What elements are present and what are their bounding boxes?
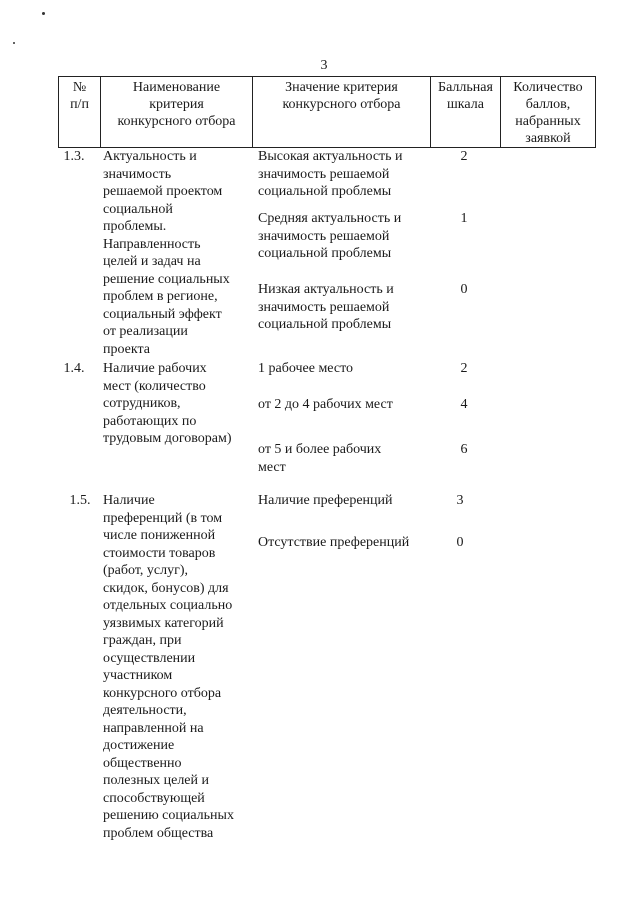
page-number: 3 (320, 58, 328, 73)
header-criterion-value: Значение критерия конкурсного отбора (253, 77, 431, 148)
criterion-value: Высокая актуальность и значимость решаемой социальной проблемы (258, 149, 403, 199)
header-number: № п/п (59, 77, 101, 148)
criterion-name: Наличие рабочих мест (количество сотрудников, работающих по трудовым договорам) (103, 361, 232, 446)
header-points-count: Количество баллов, набранных заявкой (501, 77, 596, 148)
score: 6 (460, 442, 468, 457)
score: 0 (460, 282, 468, 297)
score: 2 (460, 361, 468, 376)
header-criterion-name: Наименование критерия конкурсного отбора (101, 77, 253, 148)
score: 4 (460, 397, 468, 412)
criterion-value: от 2 до 4 рабочих мест (258, 397, 393, 412)
score: 2 (460, 149, 468, 164)
criterion-value: Средняя актуальность и значимость решаемой социальной проблемы (258, 211, 402, 261)
score: 1 (460, 211, 468, 226)
table-header (58, 76, 596, 148)
scan-speck (42, 12, 45, 15)
row-number: 1.3. (63, 149, 85, 164)
criterion-value: Наличие преференций (258, 493, 393, 508)
score: 0 (456, 535, 464, 550)
scan-speck (13, 42, 15, 44)
criterion-name: Наличие преференций (в том числе пониженной стоимости товаров (работ, услуг), скидок, бонусов) для отдельных социально уязвимых категорий граждан, при осуществлении участником конкурсного отбора деятельности, направленной на достижение общественно полезных целей и способствующей решению социальных проблем общества (103, 493, 234, 841)
row-number: 1.4. (63, 361, 85, 376)
criterion-value: Отсутствие преференций (258, 535, 410, 550)
criterion-value: 1 рабочее место (258, 361, 354, 376)
criterion-value: от 5 и более рабочих мест (258, 442, 382, 475)
criterion-value: Низкая актуальность и значимость решаемой социальной проблемы (258, 282, 394, 332)
score: 3 (456, 493, 464, 508)
row-number: 1.5. (69, 493, 91, 508)
criterion-name: Актуальность и значимость решаемой проектом социальной проблемы. Направленность целей и задач на решение социальных проблем в регионе, социальный эффект от реализации проекта (103, 149, 230, 357)
header-score-scale: Балльная шкала (431, 77, 501, 148)
